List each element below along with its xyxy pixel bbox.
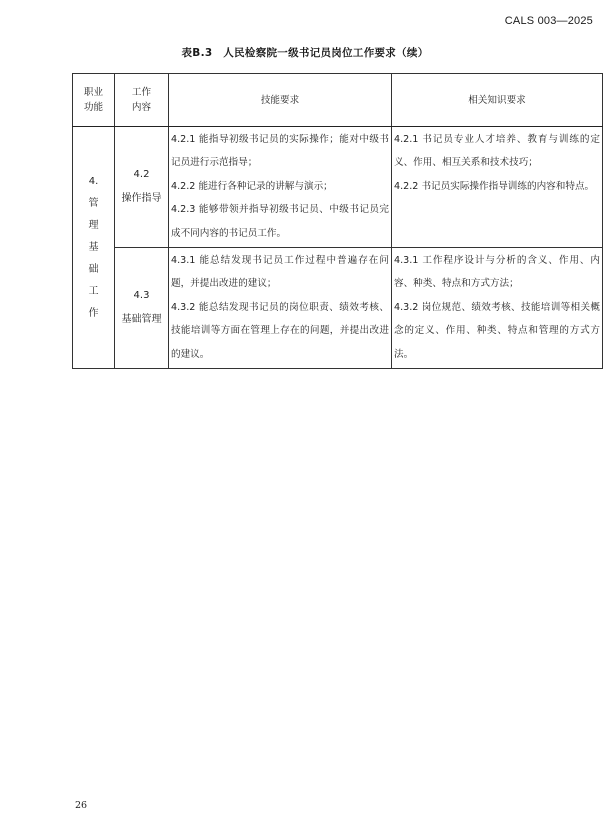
function-label: 4.管理基础工作	[88, 175, 99, 319]
table-row	[73, 248, 603, 369]
skill-item: 4.2.3 能够带领并指导初级书记员、中级书记员完成不同内容的书记员工作。	[171, 204, 389, 239]
content-number: 4.2	[133, 169, 150, 180]
function-cell	[73, 127, 115, 369]
skills-cell	[169, 248, 392, 369]
knowledge-item: 4.2.2 书记员实际操作指导训练的内容和特点。	[394, 180, 595, 192]
header-knowledge: 相关知识要求	[392, 74, 603, 127]
content-name: 操作指导	[121, 193, 162, 204]
table-caption: 表B.3 人民检察院一级书记员岗位工作要求（续）	[181, 47, 429, 59]
header-content: 工作内容	[115, 74, 169, 127]
skill-item: 4.3.1 能总结发现书记员工作过程中普遍存在问题，并提出改进的建议；	[171, 255, 389, 290]
knowledge-item: 4.3.1 工作程序设计与分析的含义、作用、内容、种类、特点和方式方法；	[394, 255, 600, 290]
skill-item: 4.2.1 能指导初级书记员的实际操作；能对中级书记员进行示范指导；	[171, 134, 389, 169]
skill-item: 4.2.2 能进行各种记录的讲解与演示；	[171, 180, 333, 192]
document-code: CALS 003—2025	[504, 15, 593, 27]
content-name: 基础管理	[121, 314, 162, 325]
skill-item: 4.3.2 能总结发现书记员的岗位职责、绩效考核、技能培训等方面在管理上存在的问题，并提出改进的建议。	[171, 301, 389, 360]
knowledge-item: 4.3.2 岗位规范、绩效考核、技能培训等相关概念的定义、作用、种类、特点和管理的方式方法。	[394, 301, 600, 360]
skills-cell	[169, 127, 392, 248]
header-skills: 技能要求	[169, 74, 392, 127]
table-header-row	[73, 74, 603, 127]
content-cell	[115, 248, 169, 369]
page-number: 26	[75, 800, 88, 811]
knowledge-cell	[392, 248, 603, 369]
job-requirements-table	[72, 73, 603, 369]
header-function: 职业功能	[73, 74, 115, 127]
table-row	[73, 127, 603, 248]
knowledge-cell	[392, 127, 603, 248]
content-number: 4.3	[133, 290, 150, 301]
content-cell	[115, 127, 169, 248]
knowledge-item: 4.2.1 书记员专业人才培养、教育与训练的定义、作用、相互关系和技术技巧；	[394, 134, 600, 169]
